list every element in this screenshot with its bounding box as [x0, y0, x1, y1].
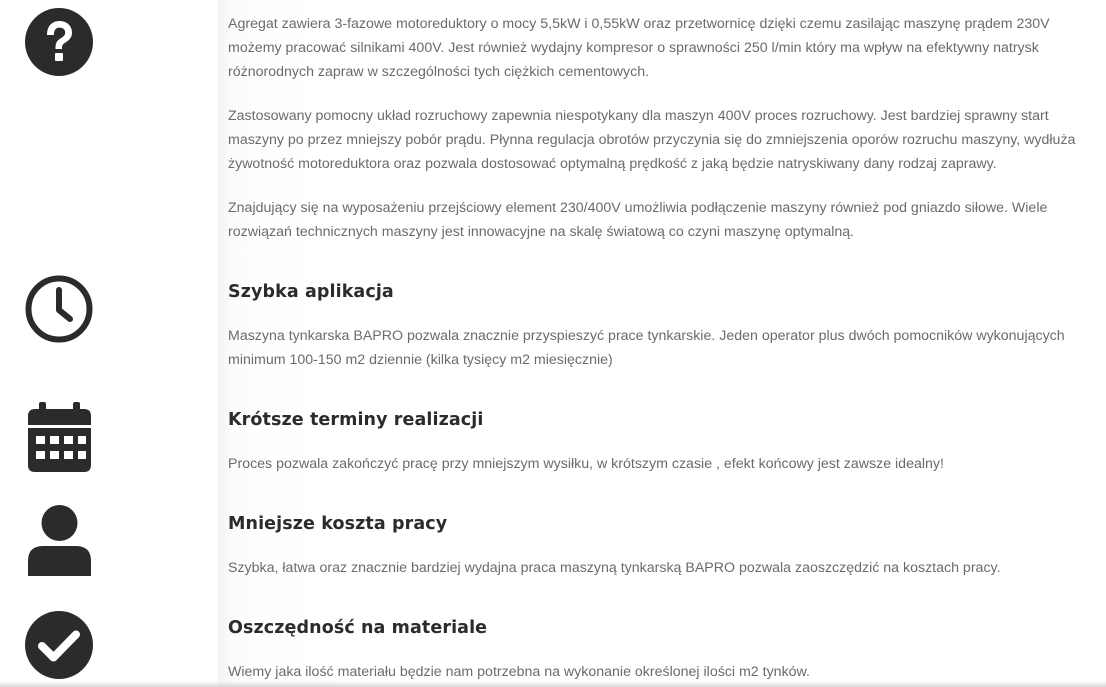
icon-column [0, 0, 218, 687]
intro-paragraph-2: Zastosowany pomocny układ rozruchowy zapewnia niespotykany dla maszyn 400V proces rozruchowy. Jest bardziej sprawny start maszyny po przez mniejszy pobór prądu. Płynna regulacja obrotów przyczynia się do zmniejszenia oporów rozruchu maszyny, wydłuża żywotność motoreduktora oraz pozwala dostosować optymalną prędkość z jaką będzie natryskiwany dany rodzaj zaprawy. [228, 108, 1076, 172]
check-circle-icon [25, 611, 93, 679]
feature-text: Proces pozwala zakończyć pracę przy mniejszym wysiłku, w krótszym czasie , efekt końcowy jest zawsze idealny! [228, 456, 944, 472]
clock-icon [25, 275, 93, 343]
calendar-icon [28, 402, 91, 472]
feature-text: Szybka, łatwa oraz znacznie bardziej wydajna praca maszyną tynkarską BAPRO pozwala zaoszczędzić na kosztach pracy. [228, 560, 1001, 576]
feature-title: Szybka aplikacja [228, 282, 394, 302]
question-circle-icon [25, 8, 93, 76]
feature-text: Wiemy jaka ilość materiału będzie nam potrzebna na wykonanie określonej ilości m2 tynków. [228, 664, 810, 680]
user-icon [28, 505, 91, 576]
feature-title: Krótsze terminy realizacji [228, 410, 484, 430]
feature-text: Maszyna tynkarska BAPRO pozwala znacznie przyspieszyć prace tynkarskie. Jeden operator plus dwóch pomocników wykonujących minimum 100-150 m2 dziennie (kilka tysięcy m2 miesięcznie) [228, 328, 1065, 368]
intro-paragraph-3: Znajdujący się na wyposażeniu przejściowy element 230/400V umożliwia podłączenie maszyny również pod gniazdo siłowe. Wiele rozwiązań technicznych maszyny jest innowacyjne na skalę światową co czyni maszynę optymalną. [228, 200, 1048, 240]
feature-title: Oszczędność na materiale [228, 618, 488, 638]
intro-paragraph-1: Agregat zawiera 3-fazowe motoreduktory o mocy 5,5kW i 0,55kW oraz przetwornicę dzięki czemu zasilając maszynę prądem 230V możemy pracować silnikami 400V. Jest również wydajny kompresor o sprawności 250 l/min który ma wpływ na efektywny natrysk różnorodnych zapraw w szczególności tych ciężkich cementowych. [228, 16, 1050, 80]
bottom-fade [0, 681, 1106, 687]
feature-title: Mniejsze koszta pracy [228, 514, 448, 534]
